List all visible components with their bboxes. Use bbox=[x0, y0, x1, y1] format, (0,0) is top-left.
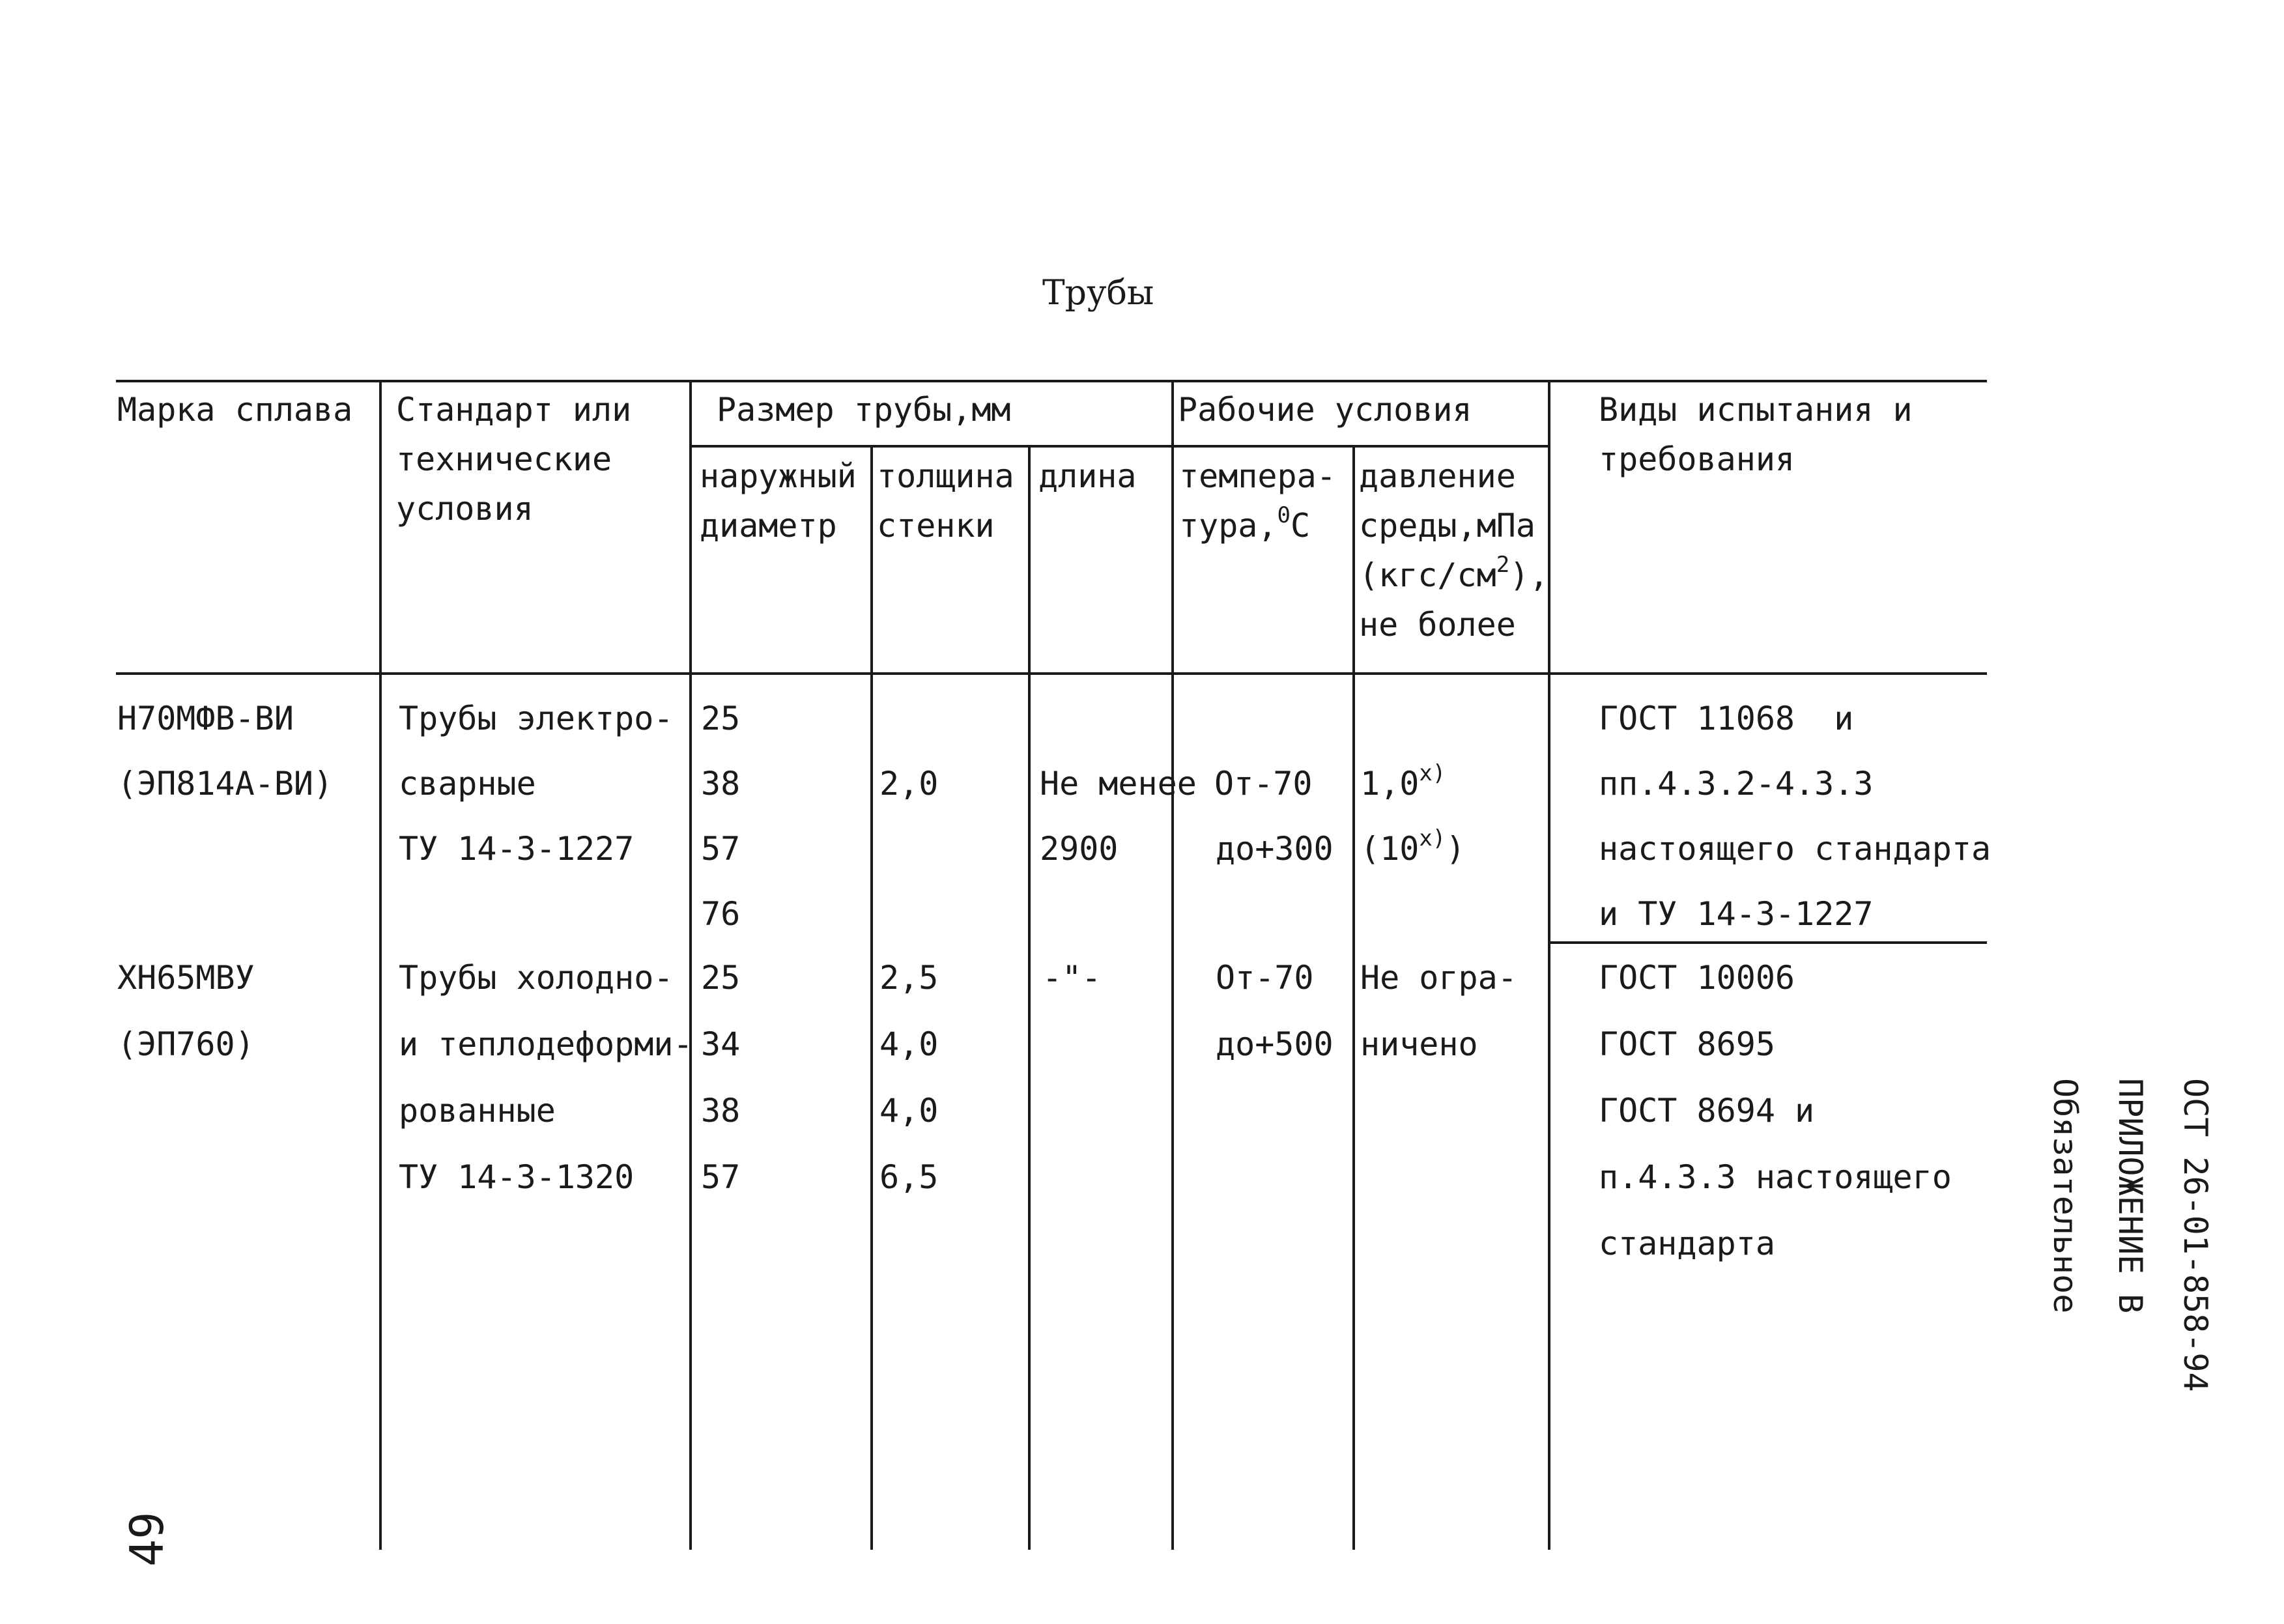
row2-standard-line4: ТУ 14-3-1320 bbox=[399, 1158, 635, 1196]
header-press-line1: давление bbox=[1359, 457, 1516, 495]
row2-grade-line1: ХН65МВУ bbox=[117, 959, 255, 997]
row1-outer-1: 25 bbox=[701, 700, 741, 737]
header-press-exponent: 2 bbox=[1496, 552, 1510, 578]
header-temp-line2 bbox=[1179, 504, 1310, 547]
header-tests-line2: требования bbox=[1599, 440, 1795, 478]
header-temp-label: тура, bbox=[1179, 507, 1278, 545]
row2-temp-line2: до+500 bbox=[1216, 1025, 1334, 1063]
row2-wall-3: 4,0 bbox=[879, 1092, 939, 1130]
column-border-wall bbox=[1028, 445, 1031, 1550]
row1-outer-4: 76 bbox=[701, 895, 741, 933]
row1-wall: 2,0 bbox=[879, 765, 939, 803]
appendix-status: Обязательное bbox=[2046, 1078, 2084, 1314]
header-temp-line1: темпера- bbox=[1179, 457, 1336, 495]
header-length: длина bbox=[1038, 457, 1137, 495]
row1-temp-line2: до+300 bbox=[1216, 830, 1334, 868]
row1-tests-line4: и ТУ 14-3-1227 bbox=[1599, 895, 1874, 933]
row1-pressure-kgf-value: (10 bbox=[1360, 830, 1420, 868]
row2-wall-4: 6,5 bbox=[879, 1158, 939, 1196]
row1-length-line2: 2900 bbox=[1040, 830, 1119, 868]
column-border-temp bbox=[1352, 445, 1355, 1550]
column-border-size bbox=[1171, 381, 1174, 1550]
row2-wall-2: 4,0 bbox=[879, 1025, 939, 1063]
row1-standard-line1: Трубы электро- bbox=[399, 700, 674, 737]
row1-tests-line1: ГОСТ 11068 и bbox=[1599, 700, 1854, 737]
header-bottom-border bbox=[116, 672, 1987, 675]
row1-pressure-mpa-value: 1,0 bbox=[1360, 765, 1420, 803]
row1-standard-line3: ТУ 14-3-1227 bbox=[399, 830, 635, 868]
row2-wall-1: 2,5 bbox=[879, 959, 939, 997]
header-press-close: ), bbox=[1509, 556, 1549, 594]
column-border-standard bbox=[689, 381, 692, 1550]
row2-tests-line1: ГОСТ 10006 bbox=[1599, 959, 1795, 997]
row2-outer-4: 57 bbox=[701, 1158, 741, 1196]
header-press-line4: не более bbox=[1359, 606, 1516, 644]
row2-temp-line1: От-70 bbox=[1216, 959, 1314, 997]
row2-length-ditto: -"- bbox=[1042, 959, 1102, 997]
header-standard-line1: Стандарт или bbox=[396, 391, 632, 429]
row2-grade-line2: (ЭП760) bbox=[117, 1025, 255, 1063]
header-wall-line1: толщина bbox=[877, 457, 1014, 495]
header-temp-unit: С bbox=[1291, 507, 1311, 545]
header-press-unit: (кгс/см bbox=[1359, 556, 1496, 594]
row1-temp-line1: От-70 bbox=[1214, 765, 1313, 803]
header-tests-line1: Виды испытания и bbox=[1599, 391, 1913, 429]
row1-pressure-kgf bbox=[1360, 827, 1465, 870]
header-size-group: Размер трубы,мм bbox=[717, 391, 1011, 429]
row2-pressure-line2: ничено bbox=[1360, 1025, 1478, 1063]
row1-standard-line2: сварные bbox=[399, 765, 536, 803]
row1-tests-line3: настоящего стандарта bbox=[1599, 830, 1991, 868]
row2-outer-2: 34 bbox=[701, 1025, 741, 1063]
row1-outer-3: 57 bbox=[701, 830, 741, 868]
row1-outer-2: 38 bbox=[701, 765, 741, 803]
row2-outer-3: 38 bbox=[701, 1092, 741, 1130]
header-wall-line2: стенки bbox=[877, 507, 995, 545]
column-border-grade bbox=[379, 381, 382, 1550]
header-grade: Марка сплава bbox=[117, 391, 353, 429]
row1-tests-line2: пп.4.3.2-4.3.3 bbox=[1599, 765, 1874, 803]
header-work-group: Рабочие условия bbox=[1178, 391, 1472, 429]
table-title: Трубы bbox=[1042, 274, 1154, 313]
header-standard-line3: условия bbox=[396, 490, 534, 528]
row2-standard-line2: и теплодеформи- bbox=[399, 1025, 693, 1063]
row2-tests-line3: ГОСТ 8694 и bbox=[1599, 1092, 1815, 1130]
row2-standard-line3: рованные bbox=[399, 1092, 556, 1130]
table-top-border bbox=[116, 380, 1987, 382]
row2-tests-line4: п.4.3.3 настоящего bbox=[1599, 1158, 1952, 1196]
row1-footnote-mark: х) bbox=[1419, 760, 1446, 786]
page-number: 49 bbox=[121, 1511, 174, 1567]
row2-tests-line2: ГОСТ 8695 bbox=[1599, 1025, 1775, 1063]
header-standard-line2: технические bbox=[396, 440, 612, 478]
row2-outer-1: 25 bbox=[701, 959, 741, 997]
subheader-line-work bbox=[1173, 445, 1549, 448]
row1-pressure-mpa bbox=[1360, 762, 1446, 805]
row2-standard-line1: Трубы холодно- bbox=[399, 959, 674, 997]
subheader-line-size bbox=[692, 445, 1173, 448]
row1-footnote-mark-2: х) bbox=[1419, 825, 1446, 851]
header-temp-degree: 0 bbox=[1277, 502, 1291, 528]
row2-tests-line5: стандарта bbox=[1599, 1225, 1775, 1262]
column-border-outer bbox=[870, 445, 873, 1550]
header-outer-line1: наружный bbox=[700, 457, 857, 495]
header-outer-line2: диаметр bbox=[700, 507, 837, 545]
row-divider-tests bbox=[1549, 941, 1987, 944]
header-press-line3 bbox=[1359, 554, 1549, 597]
row1-grade-line1: Н70МФВ-ВИ bbox=[117, 700, 294, 737]
header-press-line2: среды,мПа bbox=[1359, 507, 1535, 545]
row2-pressure-line1: Не огра- bbox=[1360, 959, 1517, 997]
appendix-label: ПРИЛОЖЕНИЕ В bbox=[2111, 1078, 2149, 1314]
row1-pressure-kgf-close: ) bbox=[1446, 830, 1466, 868]
row1-grade-line2: (ЭП814А-ВИ) bbox=[117, 765, 334, 803]
document-id: ОСТ 26-01-858-94 bbox=[2177, 1078, 2214, 1392]
row1-length-line1: Не менее bbox=[1040, 765, 1197, 803]
